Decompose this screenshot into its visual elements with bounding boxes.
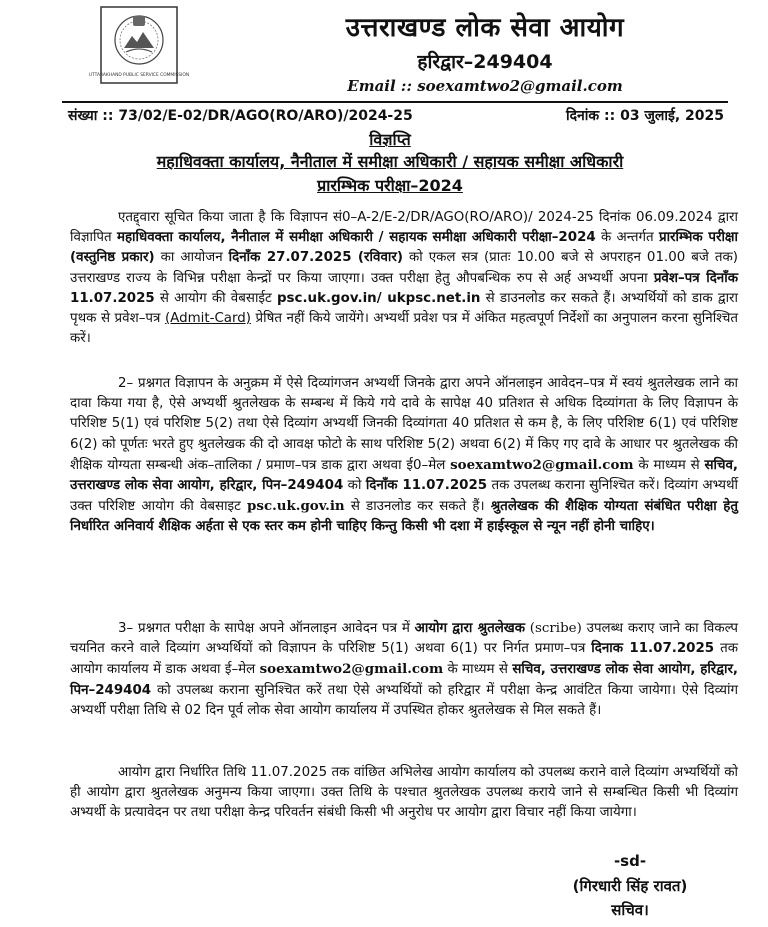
notice-exam-name: प्रारम्भिक परीक्षा–2024	[317, 176, 463, 195]
svg-text:UTTARAKHAND PUBLIC SERVICE COM: UTTARAKHAND PUBLIC SERVICE COMMISSION	[88, 73, 190, 78]
commission-emblem-icon	[88, 6, 190, 84]
paragraph-4: आयोग द्वारा निर्धारित तिथि 11.07.2025 तक वांछित अभिलेख आयोग कार्यालय को उपलब्ध कराने वाले दिव्यांग अभ्यर्थियों को ही आयोग द्वारा श्रुतलेखक अनुमन्य किया जाएगा। उक्त तिथि के पश्चात श्रुतलेखक उपलब्ध कराये जाने से सम्बन्धित किसी भी दिव्यांग अभ्यर्थी के प्रत्यावेदन पर तथा परीक्षा केन्द्र परिवर्तन संबंधी किसी भी अनुरोध पर आयोग द्वारा विचार नहीं किया जायेगा।	[70, 765, 738, 821]
signatory-designation: सचिव।	[611, 901, 649, 919]
paragraph-2: 2– प्रश्नगत विज्ञापन के अनुक्रम में ऐसे दिव्यांगजन अभ्यर्थी जिनके द्वारा अपने ऑनलाइन आवेदन–पत्र में स्वयं श्रुतलेखक लाने का दावा किया गया है, ऐसे अभ्यर्थी श्रुतलेखक के सम्बन्ध में किये गये दावे के सापेक्ष 40 प्रतिशत से अधिक दिव्यांगता के लिए विज्ञापन के परिशिष्ट 5(1) एवं परिशिष्ट 5(2) तथा ऐसे दिव्यांग अभ्यर्थी जिनकी दिव्यांगता 40 प्रतिशत से कम है, के लिए परिशिष्ट 6(1) एवं परिशिष्ट 6(2) को पूर्णतः भरते हुए श्रुतलेखक की दो आवक्ष फोटो के साथ परिशिष्ट 5(2) अथवा 6(2) में किए गए दावे के आधार पर श्रुतलेखक की शैक्षिक योग्यता सम्बन्धी अंक–तालिका / प्रमाण–पत्र डाक द्वारा अथवा ई0–मेल soexamtwo2@gmail.com के माध्यम से सचिव, उत्तराखण्ड लोक सेवा आयोग, हरिद्वार, पिन–249404 को दिनाँक 11.07.2025 तक उपलब्ध कराना सुनिश्चित करें। दिव्यांग अभ्यर्थी उक्त परिशिष्ट आयोग की वेबसाइट psc.uk.gov.in से डाउनलोड कर सकते हैं। श्रुतलेखक की शैक्षिक योग्यता संबंधित परीक्षा हेतु निर्धारित अनिवार्य शैक्षिक अर्हता से एक स्तर कम होनी चाहिए किन्तु किसी भी दशा में हाईस्कूल से न्यून नहीं होनी चाहिए।	[70, 376, 738, 535]
organization-address: हरिद्वार–249404	[417, 51, 553, 73]
paragraph-1: एतद्द्वारा सूचित किया जाता है कि विज्ञापन सं0–A-2/E-2/DR/AGO(RO/ARO)/ 2024-25 दिनांक 06.09.2024 द्वारा विज्ञापित महाधिवक्ता कार्यालय, नैनीताल में समीक्षा अधिकारी / सहायक समीक्षा अधिकारी परीक्षा–2024 के अन्तर्गत प्रारम्भिक परीक्षा (वस्तुनिष्ठ प्रकार) का आयोजन दिनाँक 27.07.2025 (रविवार) को एकल सत्र (प्रातः 10.00 बजे से अपराहन 01.00 बजे तक) उत्तराखण्ड राज्य के विभिन्न परीक्षा केन्द्रों पर किया जाएगा। उक्त परीक्षा हेतु औपबन्धिक रुप से अर्ह अभ्यर्थी अपना प्रवेश–पत्र दिनाँक 11.07.2025 से आयोग की वेबसाईट psc.uk.gov.in/ ukpsc.net.in से डाउनलोड कर सकते हैं। अभ्यर्थियों को डाक द्वारा पृथक से प्रवेश–पत्र (Admit-Card) प्रेषित नहीं किये जायेंगे। अभ्यर्थी प्रवेश पत्र में अंकित महत्वपूर्ण निर्देशों का अनुपालन करना सुनिश्चित करें।	[70, 210, 738, 347]
reference-line	[68, 106, 724, 125]
notice-subject: महाधिवक्ता कार्यालय, नैनीताल में समीक्षा अधिकारी / सहायक समीक्षा अधिकारी	[156, 152, 624, 171]
notice-heading: विज्ञप्ति	[369, 130, 411, 149]
signature-sd: -sd-	[613, 852, 647, 870]
header-divider	[62, 101, 728, 103]
paragraph-3: 3– प्रश्नगत परीक्षा के सापेक्ष अपने ऑनलाइन आवेदन पत्र में आयोग द्वारा श्रुतलेखक (scribe) उपलब्ध कराए जाने का विकल्प चयनित करने वाले दिव्यांग अभ्यर्थियों को विज्ञापन के परिशिष्ट 5(1) अथवा 6(1) पर निर्गत प्रमाण–पत्र दिनाक 11.07.2025 तक आयोग कार्यालय में डाक अथवा ई–मेल soexamtwo2@gmail.com के माध्यम से सचिव, उत्तराखण्ड लोक सेवा आयोग, हरिद्वार, पिन–249404 को उपलब्ध कराना सुनिश्चित करें तथा ऐसे अभ्यर्थियों को हरिद्वार में परीक्षा केन्द्र आवंटित किया जायेगा। ऐसे दिव्यांग अभ्यर्थी परीक्षा तिथि से 02 दिन पूर्व लोक सेवा आयोग कार्यालय में उपस्थित होकर श्रुतलेखक से मिल सकते हैं।	[70, 621, 739, 718]
signatory-name: (गिरधारी सिंह रावत)	[572, 877, 688, 895]
reference-date: दिनांक :: 03 जुलाई, 2025	[565, 108, 724, 124]
organization-name: उत्तराखण्ड लोक सेवा आयोग	[345, 13, 625, 43]
reference-number: संख्या :: 73/02/E-02/DR/AGO(RO/ARO)/2024-25	[68, 108, 413, 124]
organization-email: Email :: soexamtwo2@gmail.com	[347, 77, 623, 95]
